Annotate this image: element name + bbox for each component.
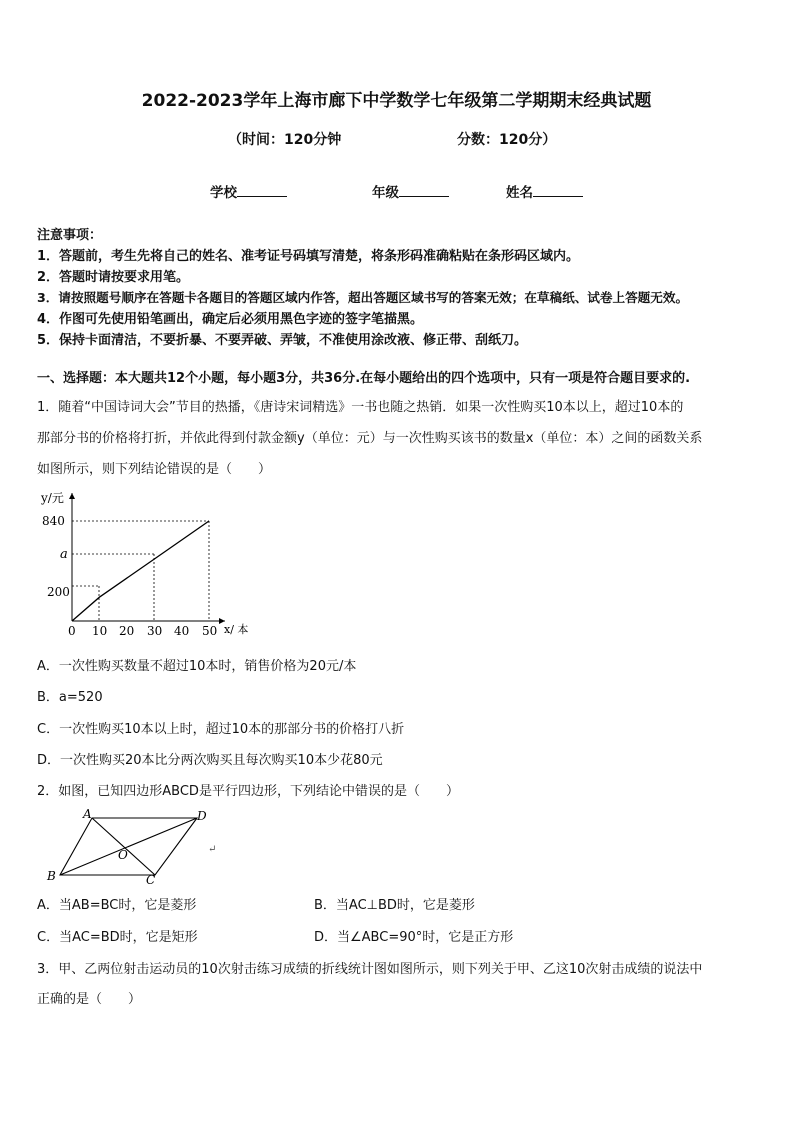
exam-title: 2022-2023学年上海市廊下中学数学七年级第二学期期末经典试题 bbox=[141, 91, 652, 111]
q1-option-b[interactable]: B．a=520 bbox=[37, 690, 103, 705]
q2-stem: 2．如图，已知四边形ABCD是平行四边形，下列结论中错误的是（ ） bbox=[37, 784, 459, 799]
function-line bbox=[72, 521, 209, 621]
q1-option-a[interactable]: A．一次性购买数量不超过10本时，销售价格为20元/本 bbox=[37, 659, 357, 674]
exam-time: （时间：120分钟 bbox=[228, 132, 342, 148]
vertex-label-c: C bbox=[146, 873, 156, 886]
q1-stem-line: 1．随着“中国诗词大会”节目的热播，《唐诗宋词精选》一书也随之热销．如果一次性购买10本以上，超过10本的 bbox=[37, 400, 684, 415]
notes-heading: 注意事项： bbox=[37, 228, 103, 243]
grade-blank[interactable] bbox=[399, 184, 449, 197]
school-label: 学校 bbox=[210, 185, 237, 201]
note-item: 4．作图可先使用铅笔画出，确定后必须用黑色字迹的签字笔描黑。 bbox=[37, 312, 424, 327]
vertex-label-b: B bbox=[47, 869, 56, 883]
name-blank[interactable] bbox=[533, 184, 583, 197]
q1-function-graph bbox=[35, 488, 265, 640]
name-field[interactable] bbox=[506, 181, 583, 201]
y-axis-label: y/元 bbox=[41, 491, 64, 505]
y-tick-label: a bbox=[60, 547, 68, 562]
x-tick-label: 30 bbox=[147, 624, 163, 638]
q1-option-d[interactable]: D．一次性购买20本比分两次购买且每次购买10本少花80元 bbox=[37, 753, 383, 768]
y-tick-label: 200 bbox=[47, 585, 70, 599]
x-tick-label: 40 bbox=[174, 624, 190, 638]
x-axis-label: x/ 本 bbox=[224, 623, 249, 636]
q2-option-a[interactable]: A．当AB=BC时，它是菱形 bbox=[37, 898, 197, 913]
q1-stem-line: 如图所示，则下列结论错误的是（ ） bbox=[37, 462, 272, 477]
q2-option-c[interactable]: C．当AC=BD时，它是矩形 bbox=[37, 930, 198, 945]
exam-score: 分数：120分） bbox=[457, 132, 557, 148]
x-tick-label: 50 bbox=[202, 624, 218, 638]
note-item: 2．答题时请按要求用笔。 bbox=[37, 270, 190, 285]
x-tick-label: 0 bbox=[68, 624, 76, 638]
diagonal-ac bbox=[92, 818, 155, 875]
q2-parallelogram-figure bbox=[40, 806, 230, 886]
grade-field[interactable] bbox=[372, 181, 449, 201]
name-label: 姓名 bbox=[506, 185, 533, 201]
x-tick-label: 20 bbox=[119, 624, 135, 638]
return-mark: ↵ bbox=[208, 844, 217, 855]
school-field[interactable] bbox=[210, 181, 287, 201]
grade-label: 年级 bbox=[372, 185, 399, 201]
x-tick-label: 10 bbox=[92, 624, 108, 638]
school-blank[interactable] bbox=[237, 184, 287, 197]
q3-stem-line: 正确的是（ ） bbox=[37, 992, 142, 1007]
q1-stem-line: 那部分书的价格将打折，并依此得到付款金额y（单位：元）与一次性购买该书的数量x（单位：本）之间的函数关系 bbox=[37, 431, 703, 446]
q2-option-d[interactable]: D．当∠ABC=90°时，它是正方形 bbox=[314, 930, 514, 945]
center-label-o: O bbox=[118, 848, 128, 862]
q1-option-c[interactable]: C．一次性购买10本以上时，超过10本的那部分书的价格打八折 bbox=[37, 722, 405, 737]
note-item: 5．保持卡面清洁，不要折暴、不要弄破、弄皱，不准使用涂改液、修正带、刮纸刀。 bbox=[37, 333, 528, 348]
section-heading: 一、选择题：本大题共12个小题，每小题3分，共36分.在每小题给出的四个选项中，只有一项是符合题目要求的. bbox=[37, 371, 691, 386]
y-tick-label: 840 bbox=[42, 514, 65, 528]
vertex-label-d: D bbox=[197, 809, 207, 823]
note-item: 3．请按照题号顺序在答题卡各题目的答题区域内作答，超出答题区域书写的答案无效；在草稿纸、试卷上答题无效。 bbox=[37, 290, 689, 305]
q3-stem-line: 3．甲、乙两位射击运动员的10次射击练习成绩的折线统计图如图所示，则下列关于甲、乙这10次射击成绩的说法中 bbox=[37, 962, 703, 977]
q2-option-b[interactable]: B．当AC⊥BD时，它是菱形 bbox=[314, 898, 475, 913]
vertex-label-a: A bbox=[83, 807, 92, 821]
note-item: 1．答题前，考生先将自己的姓名、准考证号码填写清楚，将条形码准确粘贴在条形码区域内。 bbox=[37, 249, 580, 264]
